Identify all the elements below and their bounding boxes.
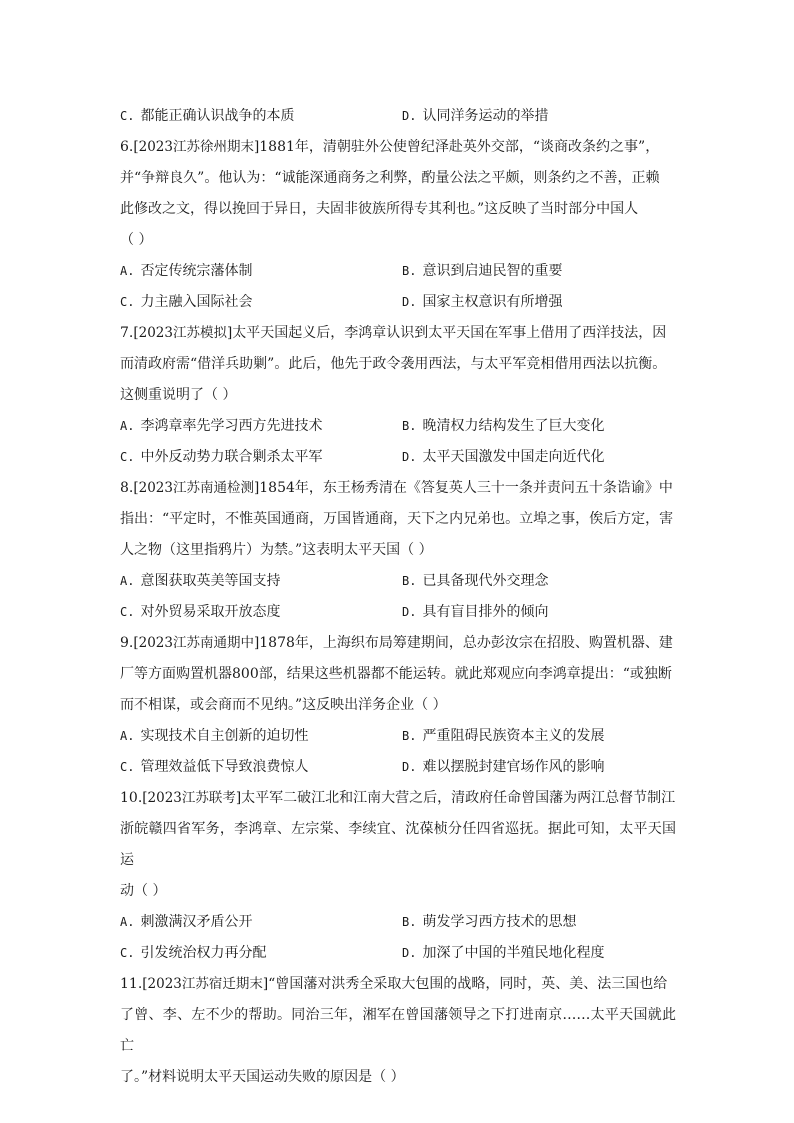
option-b: B. 意识到启迪民智的重要 <box>402 263 563 279</box>
option-b: B. 已具备现代外交理念 <box>402 573 549 589</box>
question-stem: 9.[2023江苏南通期中]1878年，上海织布局筹建期间，总办彭汝宗在招股、购置机器、建 厂等方面购置机器800部，结果这些机器都不能运转。就此郑观应向李鸿章提出：“或独断 而不相谋，或会商而不见纳。”这反映出洋务企业（ ） <box>120 635 673 713</box>
question-9 <box>120 628 676 783</box>
question-options <box>120 411 676 473</box>
page-content <box>120 101 676 1093</box>
option-d: D. 具有盲目排外的倾向 <box>402 604 549 620</box>
option-d: D. 难以摆脱封建官场作风的影响 <box>402 759 605 775</box>
question-6 <box>120 132 676 318</box>
question-11 <box>120 969 676 1093</box>
option-c: C. 管理效益低下导致浪费惊人 <box>120 759 309 775</box>
option-a: A. 意图获取英美等国支持 <box>120 573 281 589</box>
prev-question-options <box>120 101 676 132</box>
question-options <box>120 907 676 969</box>
question-10 <box>120 783 676 969</box>
option-a: A. 李鸿章率先学习西方先进技术 <box>120 418 323 434</box>
option-d: D. 国家主权意识有所增强 <box>402 294 563 310</box>
question-8 <box>120 473 676 628</box>
option-b: B. 萌发学习西方技术的思想 <box>402 914 577 930</box>
question-stem: 10.[2023江苏联考]太平军二破江北和江南大营之后，清政府任命曾国藩为两江总督节制江 浙皖赣四省军务，李鸿章、左宗棠、李续宜、沈葆桢分任四省巡抚。据此可知，太平天国运 动（ ） <box>120 790 676 899</box>
option-c: C. 都能正确认识战争的本质 <box>120 108 295 124</box>
question-options <box>120 566 676 628</box>
option-a: A. 实现技术自主创新的迫切性 <box>120 728 309 744</box>
option-d: D. 太平天国激发中国走向近代化 <box>402 449 605 465</box>
question-options <box>120 721 676 783</box>
question-stem: 7.[2023江苏模拟]太平天国起义后，李鸿章认识到太平天国在军事上借用了西洋技法，因 而清政府需“借洋兵助剿”。此后，他先于政令袭用西法，与太平军竞相借用西法以抗衡。 这侧重说明了（ ） <box>120 325 667 403</box>
option-b: B. 严重阻碍民族资本主义的发展 <box>402 728 605 744</box>
option-c: C. 对外贸易采取开放态度 <box>120 604 281 620</box>
option-c: C. 力主融入国际社会 <box>120 294 253 310</box>
option-a: A. 否定传统宗藩体制 <box>120 263 253 279</box>
option-d: D. 认同洋务运动的举措 <box>402 108 549 124</box>
option-c: C. 引发统治权力再分配 <box>120 945 267 961</box>
option-a: A. 刺激满汉矛盾公开 <box>120 914 253 930</box>
question-options <box>120 256 676 318</box>
question-stem: 11.[2023江苏宿迁期末]“曾国藩对洪秀全采取大包围的战略，同时，英、美、法三国也给 了曾、李、左不少的帮助。同治三年，湘军在曾国藩领导之下打进南京……太平天国就此亡 了。”材料说明太平天国运动失败的原因是（ ） <box>120 976 676 1085</box>
question-stem: 8.[2023江苏南通检测]1854年，东王杨秀清在《答复英人三十一条并责问五十条诰谕》中 指出：“平定时，不惟英国通商，万国皆通商，天下之内兄弟也。立埠之事，俟后方定，害 人之物（这里指鸦片）为禁。”这表明太平天国（ ） <box>120 480 674 558</box>
question-stem: 6.[2023江苏徐州期末]1881年，清朝驻外公使曾纪泽赴英外交部，“谈商改条约之事”， 并“争辩良久”。他认为：“诚能深通商务之利弊，酌量公法之平颇，则条约之不善，正赖 此修改之文，得以挽回于异日，夫固非彼族所得专其利也。”这反映了当时部分中国人 （ ） <box>120 139 660 248</box>
option-d: D. 加深了中国的半殖民地化程度 <box>402 945 605 961</box>
option-c: C. 中外反动势力联合剿杀太平军 <box>120 449 323 465</box>
option-b: B. 晚清权力结构发生了巨大变化 <box>402 418 605 434</box>
question-7 <box>120 318 676 473</box>
